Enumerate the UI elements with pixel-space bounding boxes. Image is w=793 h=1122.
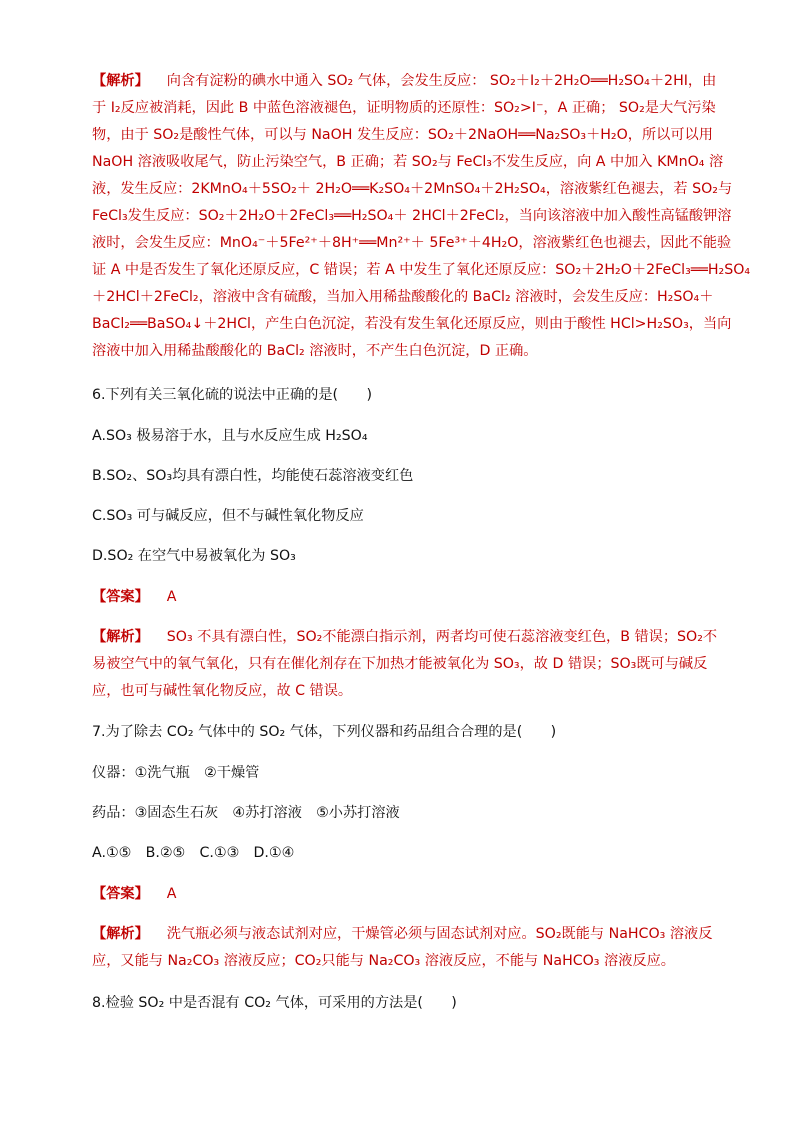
explanation-line: FeCl₃发生反应：SO₂＋2H₂O＋2FeCl₃══H₂SO₄＋ 2HCl＋2FeCl₂，当向该溶液中加入酸性高锰酸钾溶 bbox=[92, 208, 732, 224]
explanation-line: 物，由于 SO₂是酸性气体，可以与 NaOH 发生反应：SO₂＋2NaOH══Na₂SO₃＋H₂O，所以可以用 bbox=[92, 127, 713, 143]
question-6-option-c: C.SO₃ 可与碱反应，但不与碱性氧化物反应 bbox=[92, 508, 364, 524]
explanation-line: 溶液中加入用稀盐酸酸化的 BaCl₂ 溶液时，不产生白色沉淀，D 正确。 bbox=[92, 343, 538, 359]
question-7-options: A.①⑤ B.②⑤ C.①③ D.①④ bbox=[92, 845, 295, 861]
answer-value: A bbox=[166, 886, 177, 902]
question-8-stem: 8.检验 SO₂ 中是否混有 CO₂ 气体，可采用的方法是( ) bbox=[92, 995, 457, 1011]
explanation-line: 应，也可与碱性氧化物反应，故 C 错误。 bbox=[92, 683, 353, 699]
explanation-line: 液，发生反应：2KMnO₄＋5SO₂＋ 2H₂O══K₂SO₄＋2MnSO₄＋2H₂SO₄，溶液紫红色褪去，若 SO₂与 bbox=[92, 181, 733, 197]
question-7-reagents: 药品：③固态生石灰 ④苏打溶液 ⑤小苏打溶液 bbox=[92, 805, 400, 821]
explanation-line: 应，又能与 Na₂CO₃ 溶液反应；CO₂只能与 Na₂CO₃ 溶液反应，不能与 NaHCO₃ 溶液反应。 bbox=[92, 953, 675, 969]
explanation-line: NaOH 溶液吸收尾气，防止污染空气，B 正确；若 SO₂与 FeCl₃不发生反应，向 A 中加入 KMnO₄ 溶 bbox=[92, 154, 724, 170]
explanation-tag: 【解析】 bbox=[92, 629, 149, 645]
question-6-option-b: B.SO₂、SO₃均具有漂白性，均能使石蕊溶液变红色 bbox=[92, 468, 414, 484]
question-7-answer bbox=[92, 884, 710, 904]
explanation-line: 【解析】 洗气瓶必须与液态试剂对应，干燥管必须与固态试剂对应。SO₂既能与 NaHCO₃ 溶液反 bbox=[92, 921, 710, 948]
explanation-line: 【解析】 SO₃ 不具有漂白性，SO₂不能漂白指示剂，两者均可使石蕊溶液变红色，B 错误；SO₂不 bbox=[92, 624, 710, 651]
explanation-tag: 【解析】 bbox=[92, 73, 149, 89]
question-7-instruments: 仪器：①洗气瓶 ②干燥管 bbox=[92, 765, 260, 781]
question-7-explanation bbox=[92, 921, 713, 975]
q5-explanation bbox=[92, 68, 751, 365]
explanation-line: 【解析】 向含有淀粉的碘水中通入 SO₂ 气体，会发生反应： SO₂＋I₂＋2H₂O══H₂SO₄＋2HI，由 bbox=[92, 68, 710, 95]
question-6-option-d: D.SO₂ 在空气中易被氧化为 SO₃ bbox=[92, 548, 296, 564]
explanation-line: BaCl₂══BaSO₄↓＋2HCl，产生白色沉淀，若没有发生氧化还原反应，则由于酸性 HCl>H₂SO₃，当向 bbox=[92, 316, 732, 332]
explanation-tag: 【解析】 bbox=[92, 926, 149, 942]
explanation-line: 液时，会发生反应：MnO₄⁻＋5Fe²⁺＋8H⁺══Mn²⁺＋ 5Fe³⁺＋4H₂O，溶液紫红色也褪去，因此不能验 bbox=[92, 235, 732, 251]
explanation-line: ＋2HCl＋2FeCl₂，溶液中含有硫酸，当加入用稀盐酸酸化的 BaCl₂ 溶液时，会发生反应：H₂SO₄＋ bbox=[92, 289, 714, 305]
answer-tag: 【答案】 bbox=[92, 589, 149, 605]
question-7-stem: 7.为了除去 CO₂ 气体中的 SO₂ 气体，下列仪器和药品组合合理的是( ) bbox=[92, 724, 557, 740]
question-6-answer bbox=[92, 587, 710, 607]
explanation-line: 于 I₂反应被消耗，因此 B 中蓝色溶液褪色，证明物质的还原性：SO₂>I⁻，A 正确； SO₂是大气污染 bbox=[92, 100, 716, 116]
question-6-option-a: A.SO₃ 极易溶于水，且与水反应生成 H₂SO₄ bbox=[92, 428, 368, 444]
question-6-stem: 6.下列有关三氧化硫的说法中正确的是( ) bbox=[92, 387, 372, 403]
answer-value: A bbox=[166, 589, 177, 605]
explanation-line: 证 A 中是否发生了氧化还原反应，C 错误；若 A 中发生了氧化还原反应：SO₂＋2H₂O＋2FeCl₃══H₂SO₄ bbox=[92, 262, 751, 278]
explanation-line: 易被空气中的氧气氧化，只有在催化剂存在下加热才能被氧化为 SO₃，故 D 错误；SO₃既可与碱反 bbox=[92, 656, 708, 672]
question-6-explanation bbox=[92, 624, 718, 705]
answer-tag: 【答案】 bbox=[92, 886, 149, 902]
